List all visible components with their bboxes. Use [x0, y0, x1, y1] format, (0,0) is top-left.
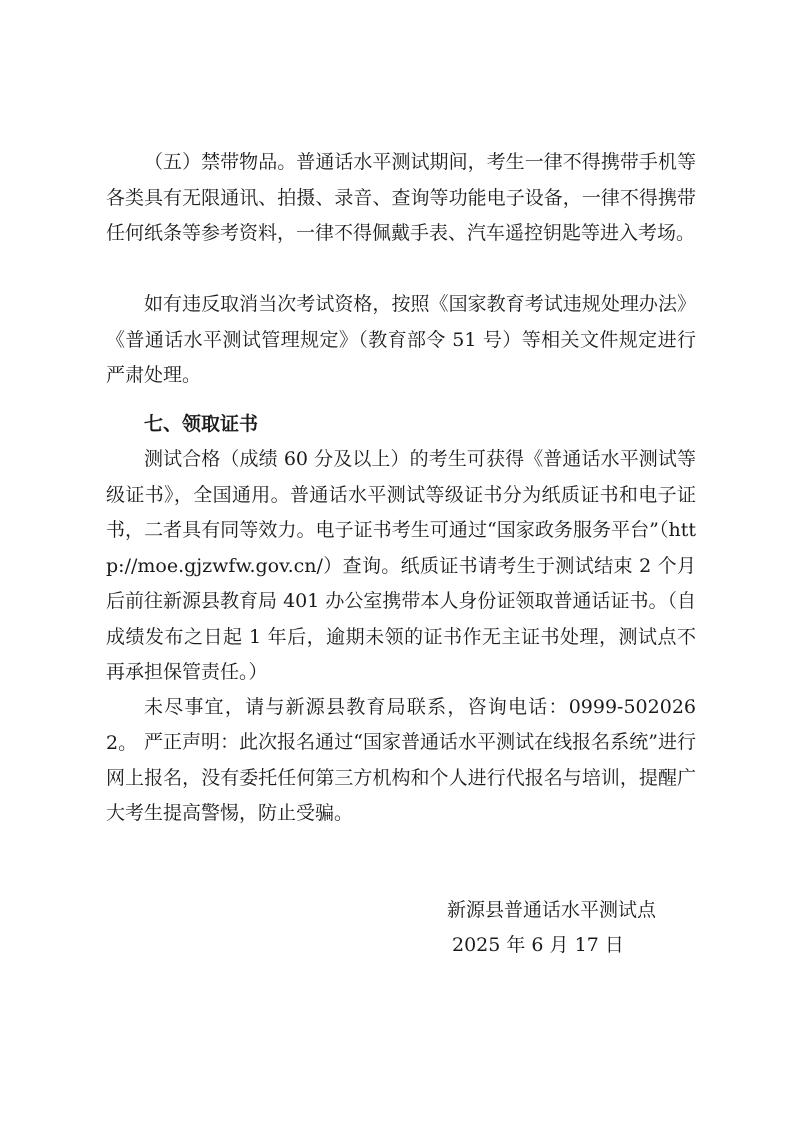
paragraph-certificate-info: 测试合格（成绩 60 分及以上）的考生可获得《普通话水平测试等级证书》，全国通用。普通话水平测试等级证书分为纸质证书和电子证书，二者具有同等效力。电子证书考生可通过“国家政务服务平台”（http://moe.gjzwfw.gov.cn/）查询。纸质证书请考生于测试结束 2 个月后前往新源县教育局 401 办公室携带本人身份证领取普通话证书。（自成绩发布之日起 1 年后，逾期未领的证书作无主证书处理，测试点不再承担保管责任。）: [106, 448, 696, 683]
paragraph-solemn-statement: 严正声明：此次报名通过“国家普通话水平测试在线报名系统”进行网上报名，没有委托任何第三方机构和个人进行代报名与培训，提醒广大考生提高警惕，防止受骗。: [106, 731, 696, 824]
signature-organization: 新源县普通话水平测试点: [447, 899, 657, 921]
section-heading-certificate: 七、领取证书: [144, 413, 259, 435]
signature-date: 2025 年 6 月 17 日: [452, 934, 624, 956]
paragraph-prohibited-items: （五）禁带物品。普通话水平测试期间，考生一律不得携带手机等各类具有无限通讯、拍摄、录音、查询等功能电子设备，一律不得携带任何纸条等参考资料，一律不得佩戴手表、汽车遥控钥匙等进入考场。: [106, 151, 696, 244]
paragraph-violation-penalty: 如有违反取消当次考试资格，按照《国家教育考试违规处理办法》《普通话水平测试管理规定》（教育部令 51 号）等相关文件规定进行严肃处理。: [106, 293, 696, 386]
paragraph-contact-info: 未尽事宜，请与新源县教育局联系，咨询电话：0999-5020262。: [106, 696, 696, 754]
